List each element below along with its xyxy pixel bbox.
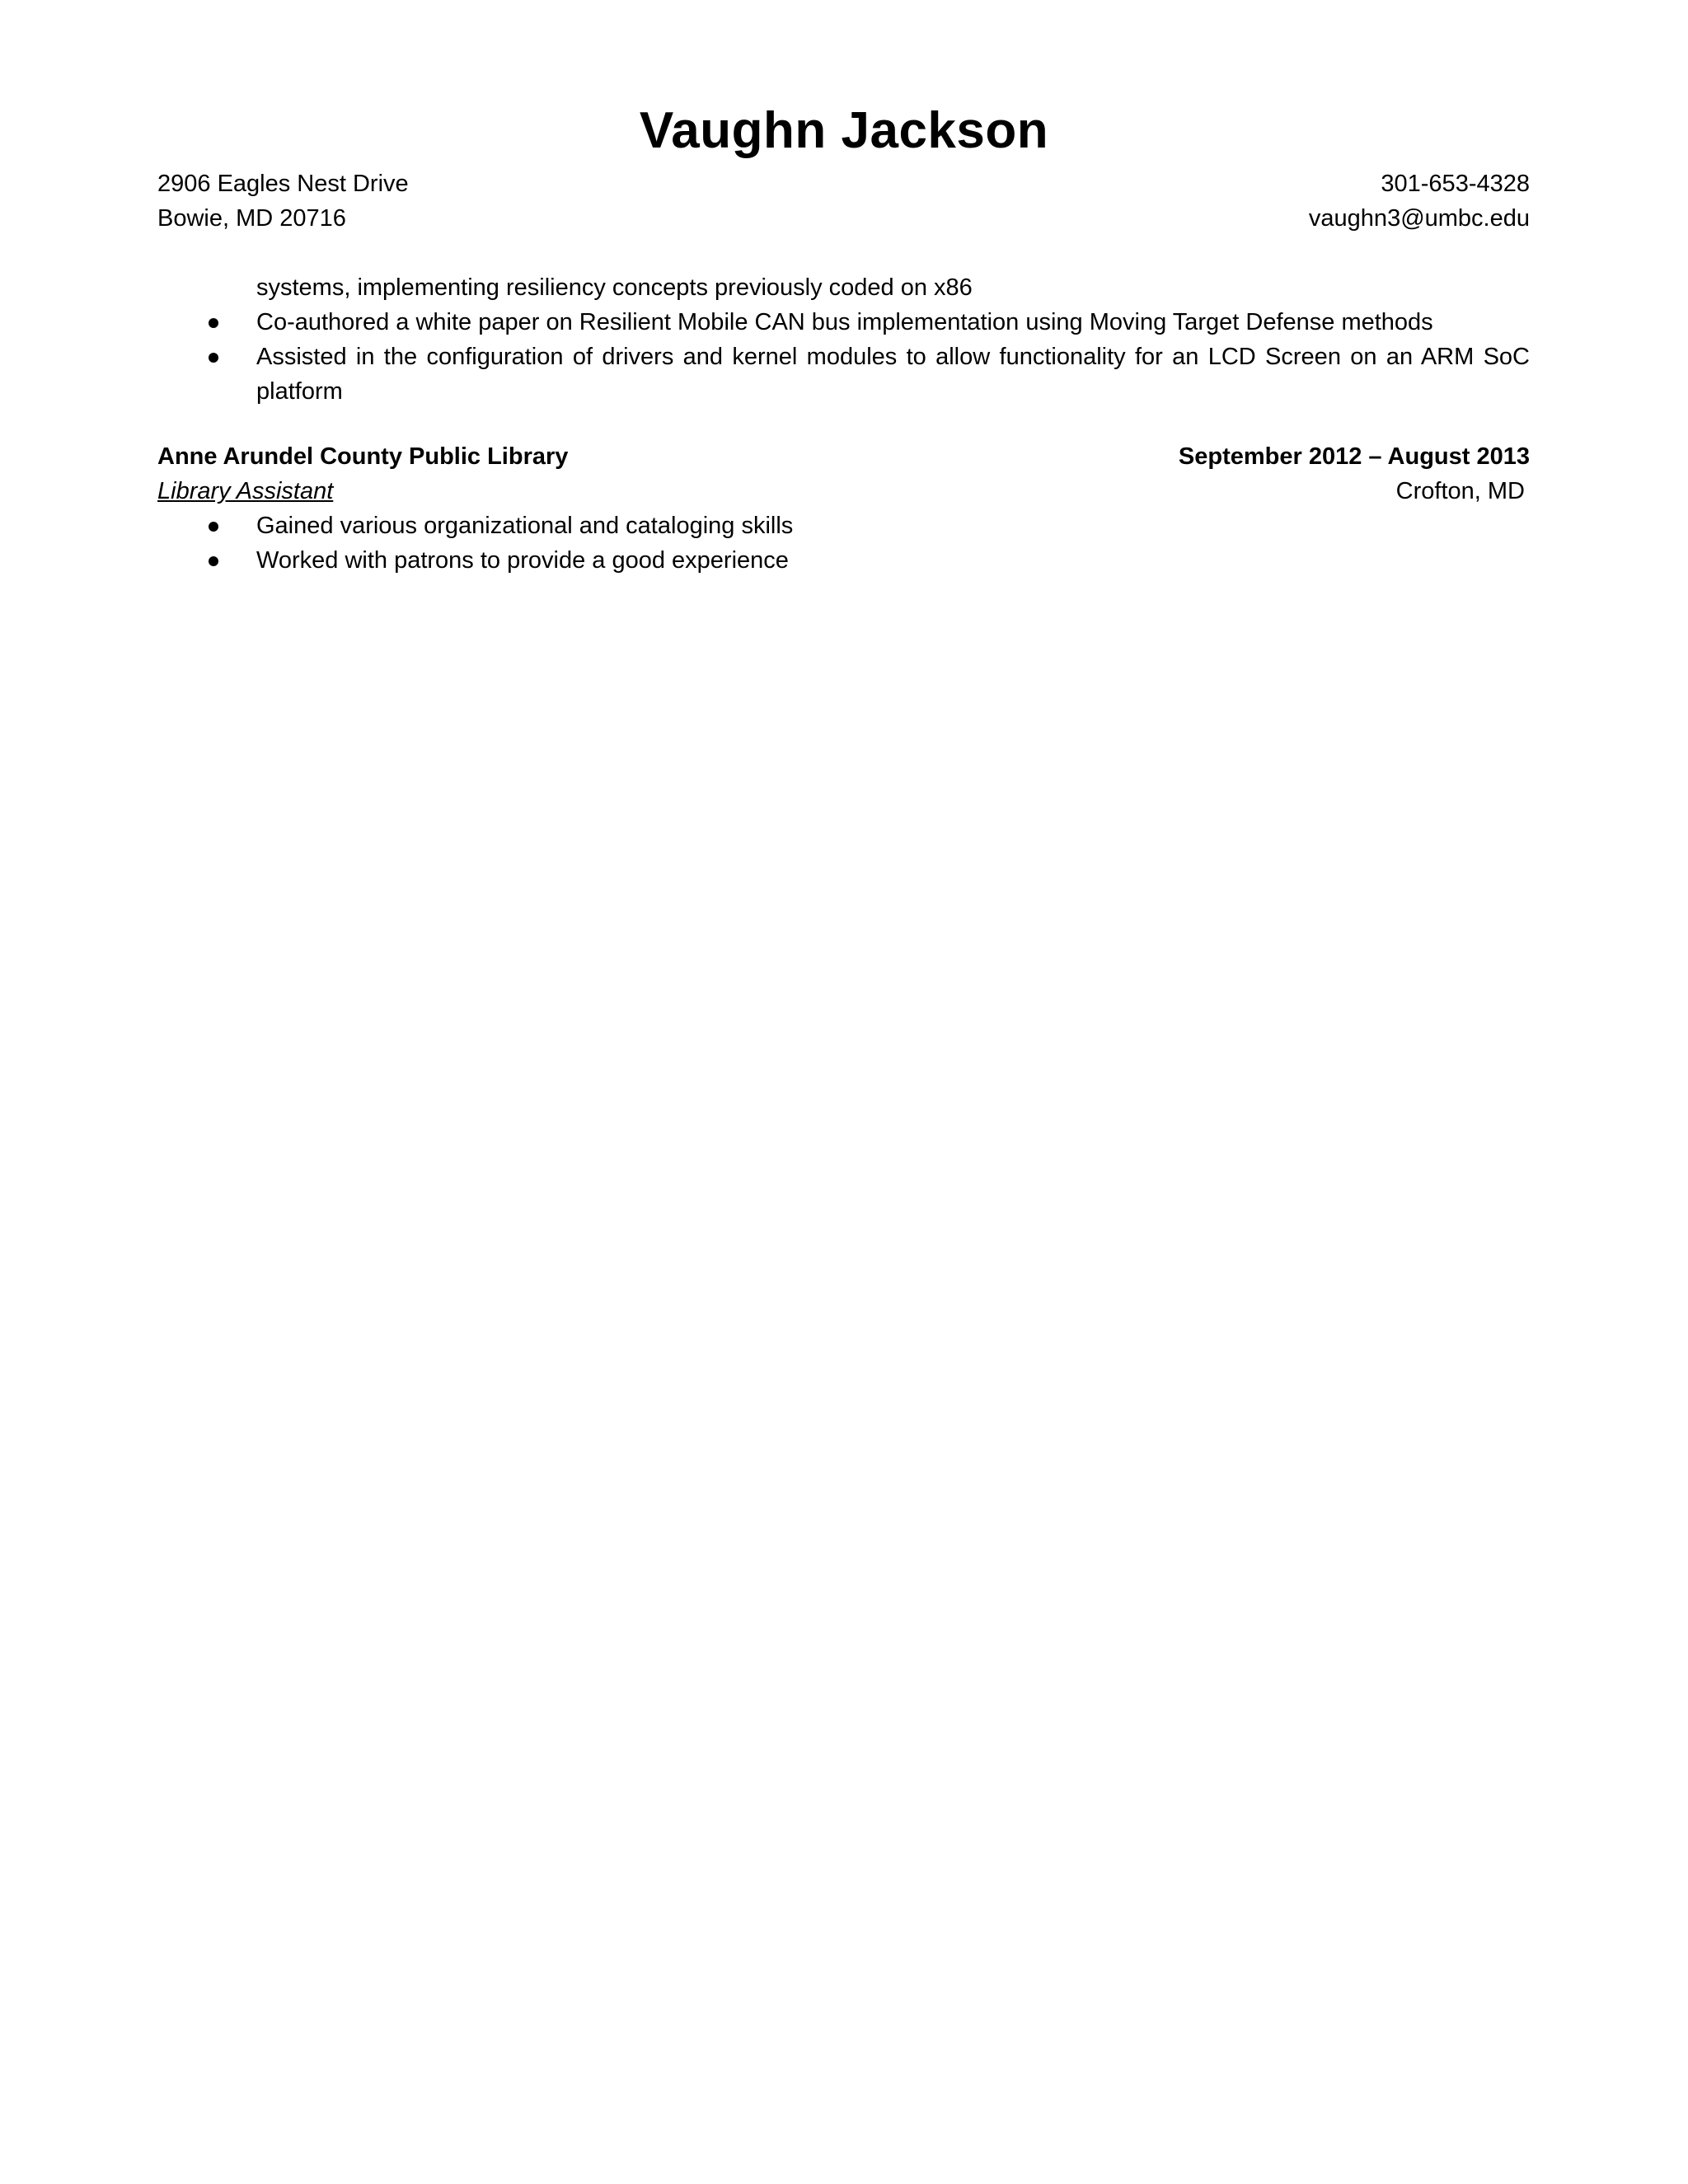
list-item (157, 340, 1530, 409)
employer-name: Anne Arundel County Public Library (157, 443, 569, 470)
previous-job-bullets (157, 305, 1530, 409)
job-title: Library Assistant (157, 478, 334, 504)
role-row (157, 474, 1530, 509)
bullet-icon (209, 522, 218, 532)
address-line-2: Bowie, MD 20716 (157, 205, 346, 232)
continued-bullet-text: systems, implementing resiliency concepts previously coded on x86 (256, 274, 973, 301)
bullet-text: Co-authored a white paper on Resilient Mobile CAN bus implementation using Moving Target Defense methods (256, 309, 1433, 335)
list-item (157, 509, 1530, 543)
bullet-icon (209, 318, 218, 328)
bullet-text: Assisted in the configuration of drivers and kernel modules to allow functionality for an LCD Screen on an ARM SoC platform (256, 344, 1530, 405)
library-job-bullets (157, 509, 1530, 578)
email-address: vaughn3@umbc.edu (1308, 205, 1530, 232)
list-item (157, 305, 1530, 340)
phone-number: 301-653-4328 (1381, 171, 1530, 197)
contact-block (1309, 166, 1530, 236)
list-item (157, 543, 1530, 578)
bullet-text: Worked with patrons to provide a good experience (256, 547, 789, 574)
address-line-1: 2906 Eagles Nest Drive (157, 171, 409, 197)
candidate-name: Vaughn Jackson (639, 102, 1049, 159)
address-block (157, 166, 409, 236)
bullet-text: Gained various organizational and cataloging skills (256, 513, 794, 539)
employer-row (157, 439, 1530, 474)
employment-dates: September 2012 – August 2013 (1178, 443, 1530, 470)
job-location: Crofton, MD (1395, 478, 1525, 504)
library-job-header (157, 439, 1530, 509)
bullet-icon (209, 353, 218, 363)
bullet-icon (209, 556, 218, 566)
